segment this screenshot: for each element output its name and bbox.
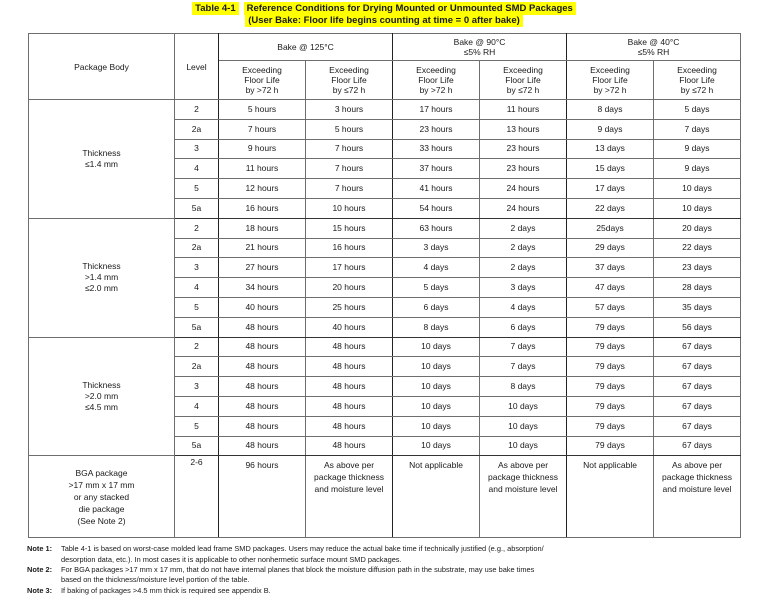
- bake-time-cell: 23 hours: [480, 139, 567, 159]
- subcol-2-l1: Exceeding: [416, 65, 456, 75]
- note-2-label: Note 2:: [27, 565, 53, 575]
- subcol-4-l3: by >72 h: [593, 85, 627, 95]
- bake-time-cell: 48 hours: [219, 357, 306, 377]
- table-number: Table 4-1: [192, 2, 238, 15]
- bake-time-cell: 15 days: [567, 159, 654, 179]
- package-body-cell: [29, 337, 175, 456]
- group-header-bake-90c-line1: Bake @ 90°C: [453, 37, 506, 47]
- note-2-text: For BGA packages >17 mm x 17 mm, that do not have internal planes that block the moisture diffusion path in the substrate, may use bake times based on the thickness/moisture level portion of the table.: [61, 565, 744, 585]
- bake-time-cell: 63 hours: [393, 218, 480, 238]
- level-cell: 5a: [175, 317, 219, 337]
- bake-time-cell: 10 days: [480, 396, 567, 416]
- column-header-package-body: Package Body: [29, 34, 175, 100]
- group-header-bake-125c-line1: Bake @ 125°C: [277, 42, 334, 52]
- bake-time-cell: 11 hours: [480, 100, 567, 120]
- bake-time-cell: 12 hours: [219, 179, 306, 199]
- package-body-cell: [29, 218, 175, 337]
- bake-time-cell: 37 hours: [393, 159, 480, 179]
- bake-time-cell: 15 hours: [306, 218, 393, 238]
- bake-time-cell: 79 days: [567, 317, 654, 337]
- bake-time-cell: 25 hours: [306, 297, 393, 317]
- bake-time-cell: 10 days: [654, 198, 741, 218]
- bake-time-cell: 48 hours: [219, 396, 306, 416]
- bake-time-cell: 67 days: [654, 416, 741, 436]
- table-title-block: [0, 0, 768, 26]
- bake-time-cell: 22 days: [654, 238, 741, 258]
- bake-time-cell: 57 days: [567, 297, 654, 317]
- bake-time-cell: 20 days: [654, 218, 741, 238]
- subcol-3-l2: Floor Life: [505, 75, 541, 85]
- package-body-bga-line-4: die package: [78, 503, 125, 514]
- package-body-line-1: Thickness: [82, 379, 121, 390]
- bake-time-cell: 7 hours: [219, 119, 306, 139]
- bake-time-cell: 7 days: [654, 119, 741, 139]
- subcolumn-header-125c-gt72: [219, 61, 306, 100]
- subcol-4-l2: Floor Life: [592, 75, 628, 85]
- bake-time-cell: 23 hours: [480, 159, 567, 179]
- bake-time-cell: 5 hours: [219, 100, 306, 120]
- bake-time-cell: 79 days: [567, 436, 654, 456]
- bake-time-cell: 67 days: [654, 357, 741, 377]
- package-body-bga-line-1: BGA package: [75, 467, 128, 478]
- bake-time-cell: 33 hours: [393, 139, 480, 159]
- bake-time-cell: 20 hours: [306, 278, 393, 298]
- table-header: [29, 34, 741, 100]
- bake-time-cell: 22 days: [567, 198, 654, 218]
- subcol-5-l2: Floor Life: [679, 75, 715, 85]
- bake-time-cell: 10 days: [393, 396, 480, 416]
- bake-time-cell: 11 hours: [219, 159, 306, 179]
- subcol-2-l2: Floor Life: [418, 75, 454, 85]
- package-body-bga-line-2: >17 mm x 17 mm: [68, 479, 135, 490]
- package-body-bga-line-5: (See Note 2): [77, 515, 126, 526]
- bake-time-cell: 79 days: [567, 377, 654, 397]
- bake-time-cell-bga: Not applicable: [393, 456, 480, 538]
- bake-time-cell: 7 days: [480, 357, 567, 377]
- level-cell: 5: [175, 297, 219, 317]
- subcol-1-l1: Exceeding: [329, 65, 369, 75]
- subcol-1-l2: Floor Life: [331, 75, 367, 85]
- bake-time-cell-bga: 96 hours: [219, 456, 306, 538]
- bake-time-cell-bga: As above per package thickness and moisture level: [654, 456, 741, 538]
- bake-time-cell: 9 days: [654, 139, 741, 159]
- bake-time-cell: 9 days: [654, 159, 741, 179]
- subcol-5-l3: by ≤72 h: [680, 85, 714, 95]
- bake-time-cell: 48 hours: [306, 396, 393, 416]
- package-body-line-1: Thickness: [82, 147, 121, 158]
- group-header-bake-40c-line1: Bake @ 40°C: [627, 37, 680, 47]
- level-cell: 2: [175, 100, 219, 120]
- table-title-line-2: [0, 15, 768, 27]
- subcolumn-header-125c-le72: [306, 61, 393, 100]
- bake-time-cell: 2 days: [480, 238, 567, 258]
- drying-reference-table: [28, 33, 741, 538]
- level-cell: 2a: [175, 357, 219, 377]
- subcol-4-l1: Exceeding: [590, 65, 630, 75]
- bake-time-cell: 3 days: [393, 238, 480, 258]
- bake-time-cell: 2 days: [480, 258, 567, 278]
- bake-time-cell: 10 days: [393, 357, 480, 377]
- bake-time-cell: 67 days: [654, 337, 741, 357]
- bake-time-cell: 7 hours: [306, 179, 393, 199]
- level-cell: 2: [175, 218, 219, 238]
- bake-time-cell: 23 hours: [393, 119, 480, 139]
- bake-time-cell: 48 hours: [306, 357, 393, 377]
- subcol-0-l1: Exceeding: [242, 65, 282, 75]
- group-header-bake-90c: [393, 34, 567, 61]
- note-1-text: Table 4-1 is based on worst-case molded lead frame SMD packages. Users may reduce the actual bake time if technically justified (e.g., absorption/ desorption data, etc.). In most cases it is applicable to other nonhermetic surface mount SMD packages.: [61, 544, 744, 564]
- bake-time-cell: 48 hours: [219, 337, 306, 357]
- bake-time-cell: 7 hours: [306, 139, 393, 159]
- bake-time-cell: 17 hours: [306, 258, 393, 278]
- package-body-line-1: Thickness: [82, 261, 121, 272]
- bake-time-cell: 7 hours: [306, 159, 393, 179]
- bake-time-cell: 7 days: [480, 337, 567, 357]
- package-body-cell-bga: [29, 456, 175, 538]
- group-header-bake-125c: [219, 34, 393, 61]
- level-cell: 4: [175, 396, 219, 416]
- bake-time-cell: 79 days: [567, 396, 654, 416]
- bake-time-cell: 54 hours: [393, 198, 480, 218]
- table-title-text: Reference Conditions for Drying Mounted or Unmounted SMD Packages: [244, 2, 576, 15]
- bake-time-cell-bga: As above per package thickness and moisture level: [480, 456, 567, 538]
- group-header-bake-40c-line2: ≤5% RH: [637, 47, 670, 57]
- bake-time-cell: 47 days: [567, 278, 654, 298]
- bake-time-cell: 8 days: [480, 377, 567, 397]
- package-body-line-2: >2.0 mm: [84, 390, 119, 401]
- package-body-line-2: >1.4 mm: [84, 272, 119, 283]
- level-cell: 2a: [175, 119, 219, 139]
- subcol-2-l3: by >72 h: [419, 85, 453, 95]
- bake-time-cell: 40 hours: [306, 317, 393, 337]
- level-cell-bga: 2-6: [175, 456, 219, 538]
- note-1-label: Note 1:: [27, 544, 53, 554]
- package-body-line-3: ≤2.0 mm: [84, 283, 118, 294]
- subcol-1-l3: by ≤72 h: [332, 85, 366, 95]
- level-cell: 5a: [175, 436, 219, 456]
- note-3: [27, 586, 744, 596]
- bake-time-cell: 4 days: [393, 258, 480, 278]
- note-2: [27, 565, 744, 585]
- bake-time-cell: 2 days: [480, 218, 567, 238]
- level-cell: 3: [175, 258, 219, 278]
- note-1-text-continued: desorption data, etc.). In most cases it is applicable to other nonhermetic surface mount SMD packages.: [61, 554, 402, 564]
- subcol-0-l2: Floor Life: [244, 75, 280, 85]
- note-2-text-continued: based on the thickness/moisture level portion of the table.: [61, 575, 250, 585]
- bake-time-cell: 3 days: [480, 278, 567, 298]
- bake-time-cell: 48 hours: [306, 436, 393, 456]
- subcol-3-l3: by ≤72 h: [506, 85, 540, 95]
- table-title-line-1: [0, 3, 768, 15]
- bake-time-cell: 10 days: [480, 436, 567, 456]
- bake-time-cell: 9 hours: [219, 139, 306, 159]
- bake-time-cell: 23 days: [654, 258, 741, 278]
- bake-time-cell: 10 days: [393, 337, 480, 357]
- bake-time-cell: 10 days: [480, 416, 567, 436]
- bake-time-cell: 13 hours: [480, 119, 567, 139]
- table-body: [29, 100, 741, 538]
- level-cell: 5: [175, 416, 219, 436]
- level-cell: 2: [175, 337, 219, 357]
- bake-time-cell: 48 hours: [219, 416, 306, 436]
- table-row-bga: [29, 456, 741, 538]
- bake-time-cell: 8 days: [567, 100, 654, 120]
- bake-time-cell: 5 days: [654, 100, 741, 120]
- bake-time-cell: 79 days: [567, 357, 654, 377]
- level-cell: 2a: [175, 238, 219, 258]
- bake-time-cell: 40 hours: [219, 297, 306, 317]
- bake-time-cell: 13 days: [567, 139, 654, 159]
- level-cell: 3: [175, 139, 219, 159]
- group-header-bake-40c: [567, 34, 741, 61]
- table-subtitle-text: (User Bake: Floor life begins counting at time = 0 after bake): [245, 14, 523, 27]
- bake-time-cell: 79 days: [567, 416, 654, 436]
- column-header-level: Level: [175, 34, 219, 100]
- bake-time-cell: 17 hours: [393, 100, 480, 120]
- bake-time-cell: 28 days: [654, 278, 741, 298]
- subcolumn-header-40c-gt72: [567, 61, 654, 100]
- bake-time-cell: 16 hours: [219, 198, 306, 218]
- bake-time-cell: 48 hours: [306, 377, 393, 397]
- subcol-3-l1: Exceeding: [503, 65, 543, 75]
- package-body-line-3: ≤4.5 mm: [84, 401, 118, 412]
- package-body-line-2: ≤1.4 mm: [84, 158, 118, 169]
- bake-time-cell: 67 days: [654, 377, 741, 397]
- bake-time-cell: 25days: [567, 218, 654, 238]
- bake-time-cell: 67 days: [654, 436, 741, 456]
- subcol-0-l3: by >72 h: [245, 85, 279, 95]
- bake-time-cell: 35 days: [654, 297, 741, 317]
- bake-time-cell: 10 hours: [306, 198, 393, 218]
- bake-time-cell-bga: Not applicable: [567, 456, 654, 538]
- bake-time-cell: 48 hours: [306, 416, 393, 436]
- subcolumn-header-90c-le72: [480, 61, 567, 100]
- bake-time-cell: 5 days: [393, 278, 480, 298]
- level-cell: 3: [175, 377, 219, 397]
- bake-time-cell: 5 hours: [306, 119, 393, 139]
- package-body-cell: [29, 100, 175, 219]
- table-container: [0, 26, 768, 538]
- package-body-bga-line-3: or any stacked: [73, 491, 130, 502]
- subcolumn-header-90c-gt72: [393, 61, 480, 100]
- table-row: [29, 218, 741, 238]
- bake-time-cell: 10 days: [393, 416, 480, 436]
- header-row-bake-groups: [29, 34, 741, 61]
- note-3-label: Note 3:: [27, 586, 53, 596]
- bake-time-cell: 48 hours: [306, 337, 393, 357]
- table-row: [29, 337, 741, 357]
- level-cell: 4: [175, 159, 219, 179]
- bake-time-cell: 16 hours: [306, 238, 393, 258]
- subcol-5-l1: Exceeding: [677, 65, 717, 75]
- bake-time-cell: 17 days: [567, 179, 654, 199]
- note-1: [27, 544, 744, 564]
- group-header-bake-90c-line2: ≤5% RH: [463, 47, 496, 57]
- bake-time-cell: 9 days: [567, 119, 654, 139]
- bake-time-cell: 6 days: [480, 317, 567, 337]
- bake-time-cell: 24 hours: [480, 179, 567, 199]
- bake-time-cell: 3 hours: [306, 100, 393, 120]
- bake-time-cell: 27 hours: [219, 258, 306, 278]
- bake-time-cell: 10 days: [654, 179, 741, 199]
- bake-time-cell-bga: As above per package thickness and moisture level: [306, 456, 393, 538]
- bake-time-cell: 34 hours: [219, 278, 306, 298]
- bake-time-cell: 29 days: [567, 238, 654, 258]
- bake-time-cell: 21 hours: [219, 238, 306, 258]
- level-cell: 4: [175, 278, 219, 298]
- bake-time-cell: 4 days: [480, 297, 567, 317]
- bake-time-cell: 48 hours: [219, 377, 306, 397]
- table-notes: [0, 538, 768, 596]
- bake-time-cell: 56 days: [654, 317, 741, 337]
- bake-time-cell: 48 hours: [219, 436, 306, 456]
- bake-time-cell: 41 hours: [393, 179, 480, 199]
- level-cell: 5a: [175, 198, 219, 218]
- bake-time-cell: 67 days: [654, 396, 741, 416]
- table-row: [29, 100, 741, 120]
- bake-time-cell: 10 days: [393, 436, 480, 456]
- subcolumn-header-40c-le72: [654, 61, 741, 100]
- bake-time-cell: 8 days: [393, 317, 480, 337]
- bake-time-cell: 48 hours: [219, 317, 306, 337]
- bake-time-cell: 6 days: [393, 297, 480, 317]
- bake-time-cell: 79 days: [567, 337, 654, 357]
- bake-time-cell: 24 hours: [480, 198, 567, 218]
- bake-time-cell: 10 days: [393, 377, 480, 397]
- note-3-text: If baking of packages >4.5 mm thick is required see appendix B.: [61, 586, 271, 596]
- level-cell: 5: [175, 179, 219, 199]
- bake-time-cell: 18 hours: [219, 218, 306, 238]
- bake-time-cell: 37 days: [567, 258, 654, 278]
